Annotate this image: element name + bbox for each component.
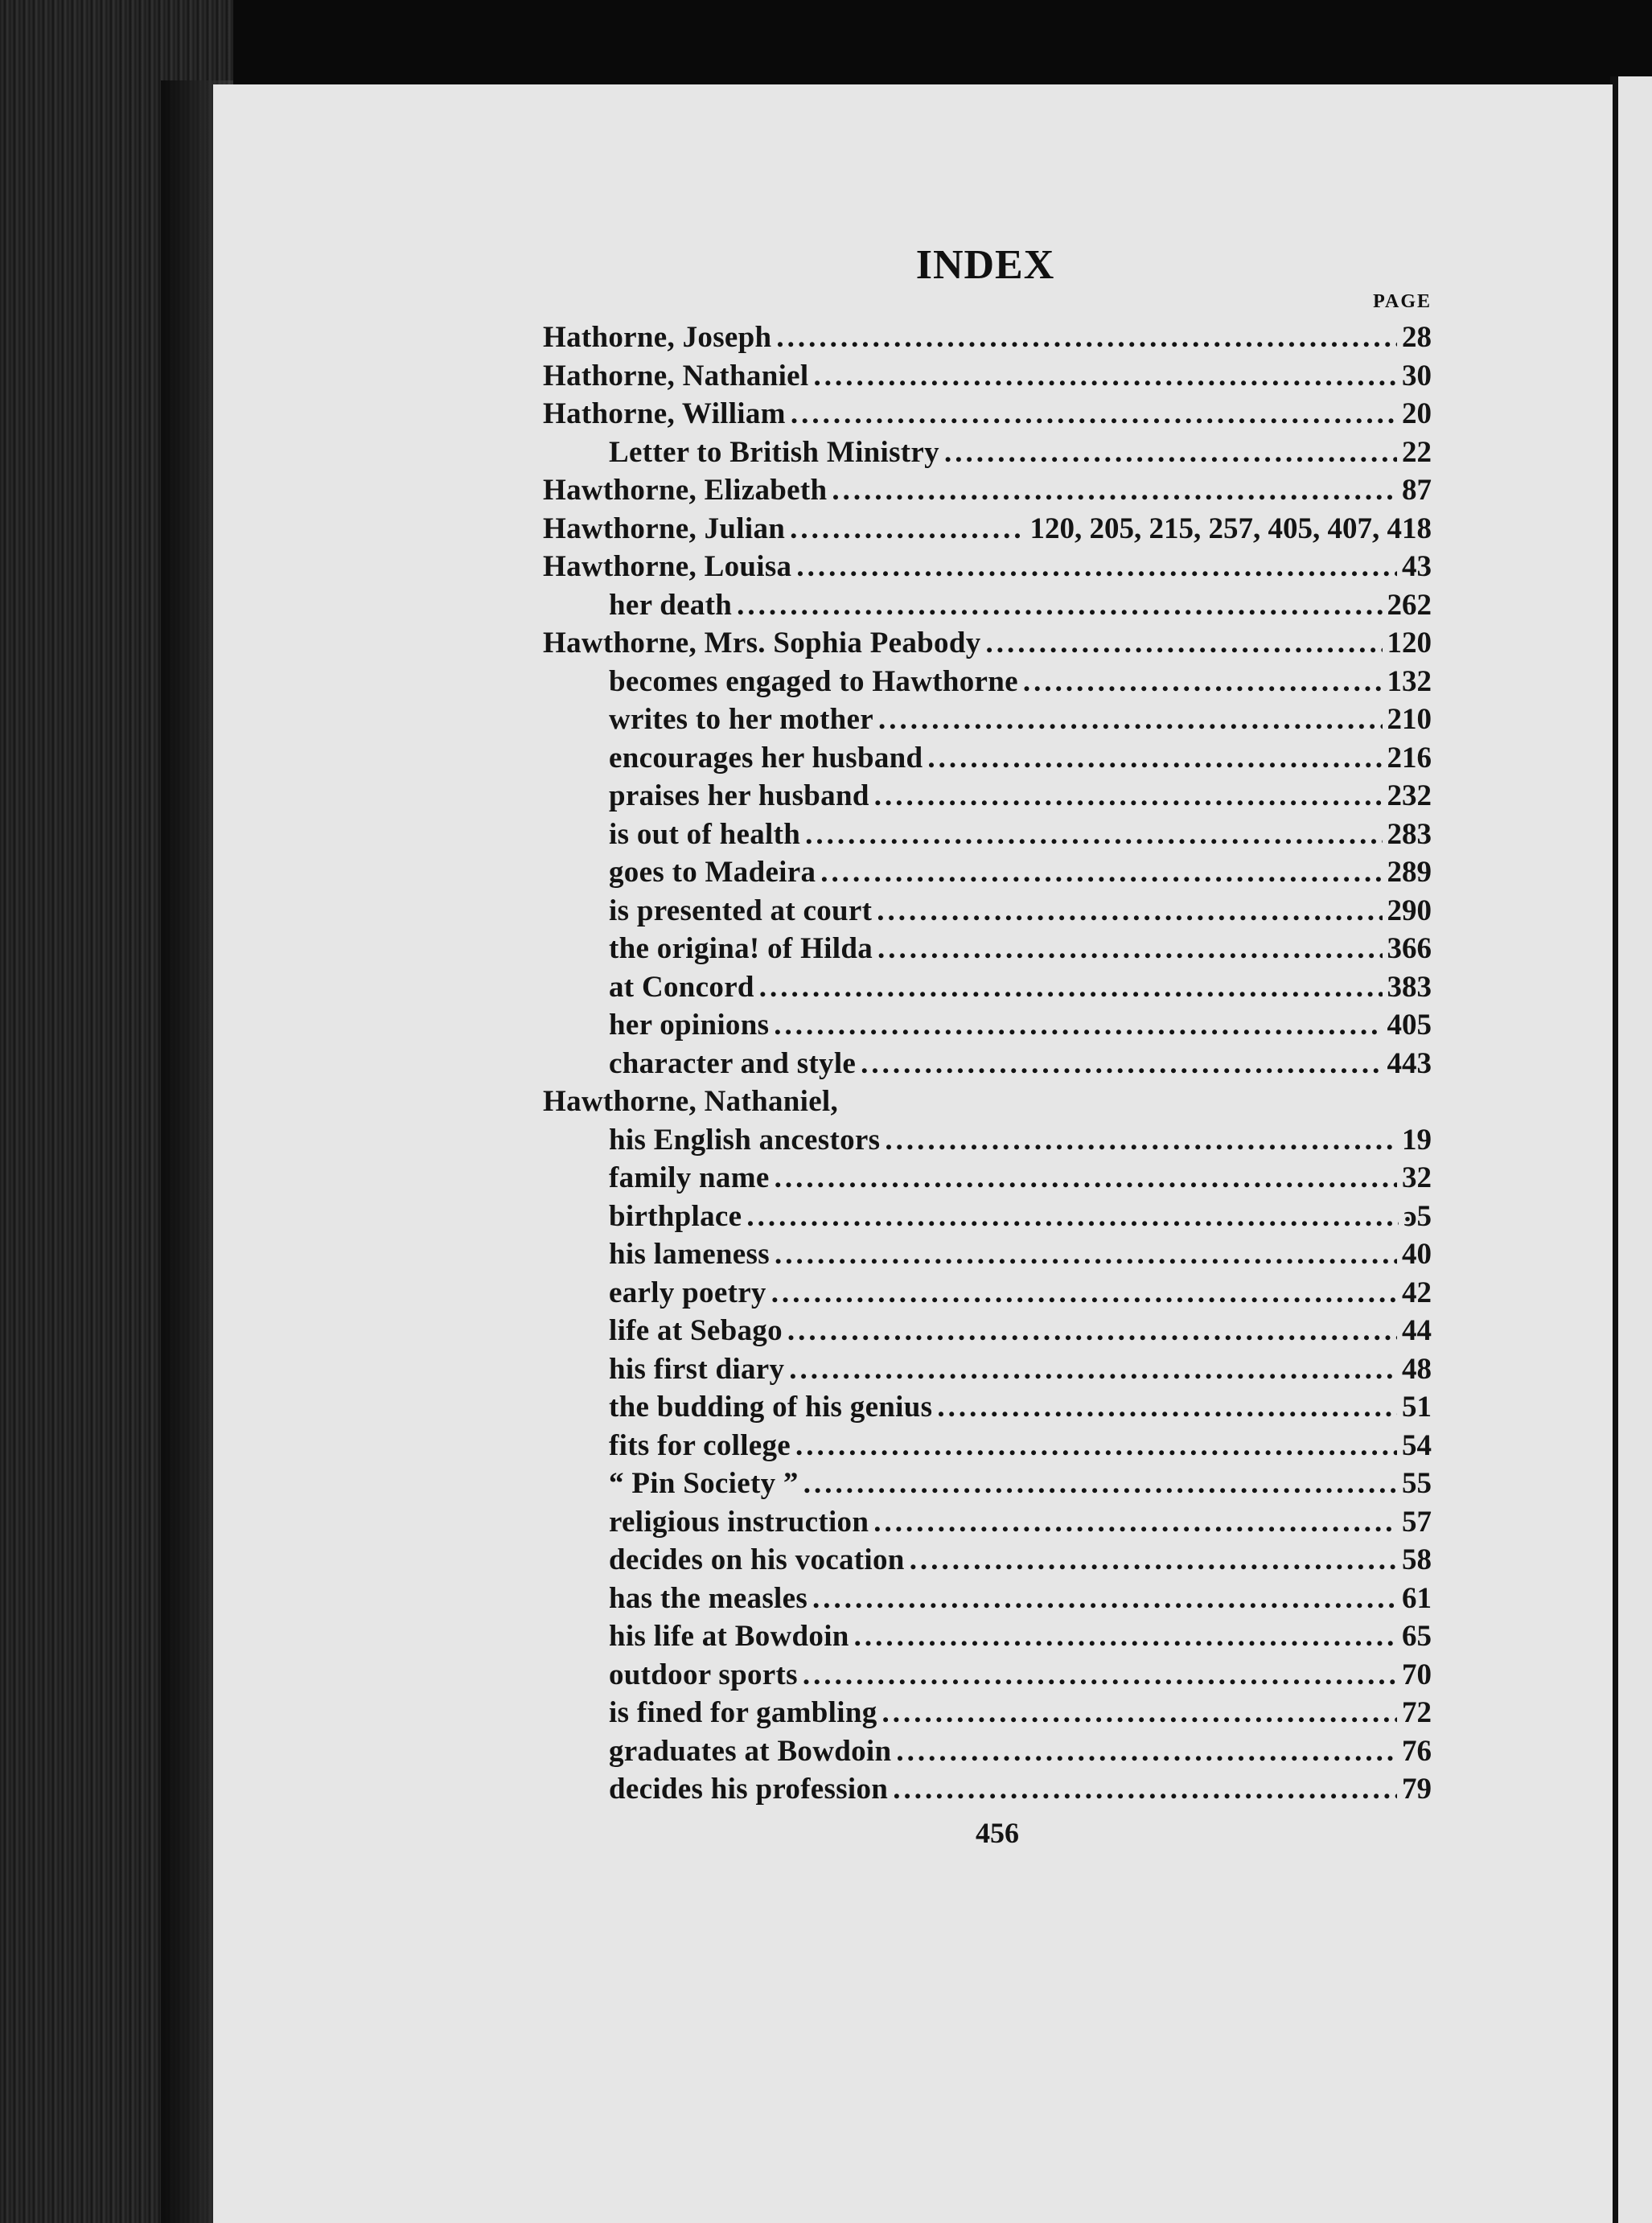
entry-pages: 289 (1387, 856, 1432, 889)
entry-pages: 232 (1387, 779, 1432, 812)
entry-pages: 79 (1402, 1773, 1432, 1806)
index-entry (543, 894, 1432, 932)
scan-top-border (0, 0, 1652, 84)
index-entry (543, 1658, 1432, 1696)
index-entry (543, 1505, 1432, 1543)
dot-leader (812, 1581, 1397, 1616)
index-entry (543, 1237, 1432, 1276)
dot-leader (790, 512, 1025, 546)
entry-label: Hawthorne, Louisa (543, 550, 792, 583)
dot-leader (1023, 664, 1383, 699)
dot-leader (771, 1276, 1397, 1310)
dot-leader (795, 1428, 1397, 1463)
index-entry (543, 397, 1432, 435)
entry-label: is out of health (609, 817, 801, 851)
dot-leader (878, 702, 1383, 737)
entry-pages: 54 (1402, 1428, 1432, 1462)
dot-leader (937, 1390, 1397, 1424)
entry-pages: 290 (1387, 894, 1432, 927)
entry-label: graduates at Bowdoin (609, 1734, 892, 1768)
index-entries (543, 320, 1432, 1810)
entry-pages: 44 (1402, 1314, 1432, 1347)
dot-leader (775, 1237, 1397, 1272)
entry-label: his first diary (609, 1352, 785, 1386)
entry-pages: 32 (1402, 1161, 1432, 1194)
dot-leader (774, 1008, 1382, 1042)
dot-leader (789, 1352, 1397, 1387)
entry-label: early poetry (609, 1276, 766, 1309)
index-entry (543, 1390, 1432, 1428)
entry-pages: 216 (1387, 741, 1432, 775)
entry-label: his English ancestors (609, 1123, 881, 1157)
entry-pages: 55 (1402, 1467, 1432, 1500)
dot-leader (877, 931, 1383, 966)
index-entry (543, 1161, 1432, 1199)
index-entry (543, 741, 1432, 779)
entry-label: family name (609, 1161, 770, 1194)
entry-label: Hathorne, William (543, 397, 786, 430)
dot-leader (893, 1772, 1397, 1806)
entry-pages: 210 (1387, 703, 1432, 736)
dot-leader (854, 1619, 1397, 1654)
index-entry (543, 1734, 1432, 1773)
entry-pages: 51 (1402, 1391, 1432, 1424)
entry-pages: 120, 205, 215, 257, 405, 407, 418 (1029, 512, 1432, 545)
entry-label: Hathorne, Joseph (543, 321, 772, 354)
index-entry (543, 1352, 1432, 1391)
dot-leader (882, 1695, 1397, 1730)
index-entry (543, 855, 1432, 894)
entry-label: Letter to British Ministry (609, 435, 939, 469)
index-entry (543, 779, 1432, 817)
dot-leader (813, 359, 1397, 393)
entry-label: Hathorne, Nathaniel (543, 359, 809, 392)
entry-label: decides on his vocation (609, 1543, 905, 1576)
entry-label: the origina! of Hilda (609, 932, 873, 965)
dot-leader (986, 626, 1383, 660)
entry-label: decides his profession (609, 1773, 889, 1806)
entry-pages: 132 (1387, 664, 1432, 698)
index-entry (543, 1199, 1432, 1238)
page-title: INDEX (915, 242, 1055, 288)
index-entry (543, 1313, 1432, 1352)
entry-pages: 120 (1387, 627, 1432, 660)
index-entry (543, 435, 1432, 474)
entry-pages: 76 (1402, 1734, 1432, 1768)
dot-leader (796, 549, 1397, 584)
index-entry (543, 1695, 1432, 1734)
index-entry (543, 1008, 1432, 1046)
entry-label: religious instruction (609, 1505, 869, 1539)
entry-label: becomes engaged to Hawthorne (609, 664, 1018, 698)
entry-label: character and style (609, 1046, 857, 1080)
entry-label: her opinions (609, 1009, 770, 1042)
entry-pages: 383 (1387, 970, 1432, 1004)
entry-label: praises her husband (609, 779, 869, 812)
dot-leader (776, 320, 1397, 355)
dot-leader (775, 1161, 1397, 1195)
dot-leader (927, 741, 1382, 775)
dot-leader (896, 1734, 1397, 1769)
entry-pages: 283 (1387, 817, 1432, 851)
entry-label: Hawthorne, Mrs. Sophia Peabody (543, 627, 981, 660)
entry-pages: 72 (1402, 1696, 1432, 1729)
entry-pages: 22 (1402, 435, 1432, 469)
entry-pages: 61 (1402, 1581, 1432, 1615)
dot-leader (737, 588, 1382, 623)
entry-label: her death (609, 588, 733, 622)
next-page-edge (1610, 76, 1652, 2223)
dot-leader (791, 397, 1397, 431)
index-entry (543, 1772, 1432, 1810)
dot-leader (820, 855, 1382, 890)
entry-label: is fined for gambling (609, 1696, 877, 1729)
entry-pages: 70 (1402, 1658, 1432, 1691)
page-column-label: PAGE (1373, 291, 1432, 312)
dot-leader (873, 1505, 1397, 1539)
index-entry (543, 1046, 1432, 1085)
index-entry (543, 549, 1432, 588)
entry-pages: 30 (1402, 359, 1432, 392)
index-entry (543, 1466, 1432, 1505)
index-entry (543, 1619, 1432, 1658)
entry-label: at Concord (609, 970, 754, 1004)
entry-label: birthplace (609, 1199, 742, 1233)
index-entry (543, 1581, 1432, 1620)
entry-pages: 405 (1387, 1009, 1432, 1042)
entry-label: his life at Bowdoin (609, 1620, 849, 1653)
dot-leader (944, 435, 1397, 470)
entry-label: writes to her mother (609, 703, 873, 736)
entry-label: fits for college (609, 1428, 791, 1462)
index-entry (543, 817, 1432, 856)
index-entry (543, 931, 1432, 970)
entry-pages: 19 (1402, 1123, 1432, 1157)
entry-pages: 57 (1402, 1505, 1432, 1539)
entry-pages: 87 (1402, 474, 1432, 507)
index-entry (543, 588, 1432, 627)
dot-leader (861, 1046, 1382, 1081)
index-entry (543, 359, 1432, 397)
entry-pages: 43 (1402, 550, 1432, 583)
dot-leader (803, 1466, 1397, 1501)
dot-leader (910, 1543, 1397, 1577)
index-entry (543, 702, 1432, 741)
entry-label: Hawthorne, Julian (543, 512, 786, 545)
dot-leader (874, 779, 1383, 813)
entry-pages: 366 (1387, 932, 1432, 965)
dot-leader (787, 1313, 1397, 1348)
index-entry (543, 473, 1432, 512)
entry-pages: 28 (1402, 321, 1432, 354)
dot-leader (759, 970, 1383, 1005)
entry-label: is presented at court (609, 894, 873, 927)
entry-label: his lameness (609, 1238, 770, 1271)
dot-leader (885, 1123, 1397, 1157)
index-entry (543, 512, 1432, 550)
entry-pages: 443 (1387, 1046, 1432, 1080)
dot-leader (805, 817, 1382, 852)
dot-leader (746, 1199, 1399, 1234)
dot-leader (832, 473, 1397, 507)
index-entry (543, 320, 1432, 359)
entry-label: “ Pin Society ” (609, 1467, 799, 1500)
entry-label: life at Sebago (609, 1314, 783, 1347)
dot-leader (803, 1658, 1397, 1692)
entry-pages: 20 (1402, 397, 1432, 430)
entry-pages: 262 (1387, 588, 1432, 622)
index-entry (543, 1543, 1432, 1581)
entry-label: Hawthorne, Elizabeth (543, 474, 828, 507)
index-entry (543, 626, 1432, 664)
entry-pages: ͽ5 (1403, 1199, 1432, 1233)
index-entry (543, 664, 1432, 703)
entry-pages: 48 (1402, 1352, 1432, 1386)
index-entry (543, 1084, 1432, 1123)
entry-pages: 40 (1402, 1238, 1432, 1271)
entry-label: outdoor sports (609, 1658, 798, 1691)
entry-label: Hawthorne, Nathaniel, (543, 1085, 839, 1118)
entry-pages: 65 (1402, 1620, 1432, 1653)
entry-pages: 58 (1402, 1543, 1432, 1576)
entry-pages: 42 (1402, 1276, 1432, 1309)
dot-leader (877, 894, 1382, 928)
index-entry (543, 1276, 1432, 1314)
page-number: 456 (976, 1817, 1019, 1849)
entry-label: goes to Madeira (609, 856, 816, 889)
index-entry (543, 970, 1432, 1009)
entry-label: the budding of his genius (609, 1391, 933, 1424)
index-entry (543, 1428, 1432, 1467)
entry-label: encourages her husband (609, 741, 923, 775)
entry-label: has the measles (609, 1581, 808, 1615)
index-entry (543, 1123, 1432, 1161)
